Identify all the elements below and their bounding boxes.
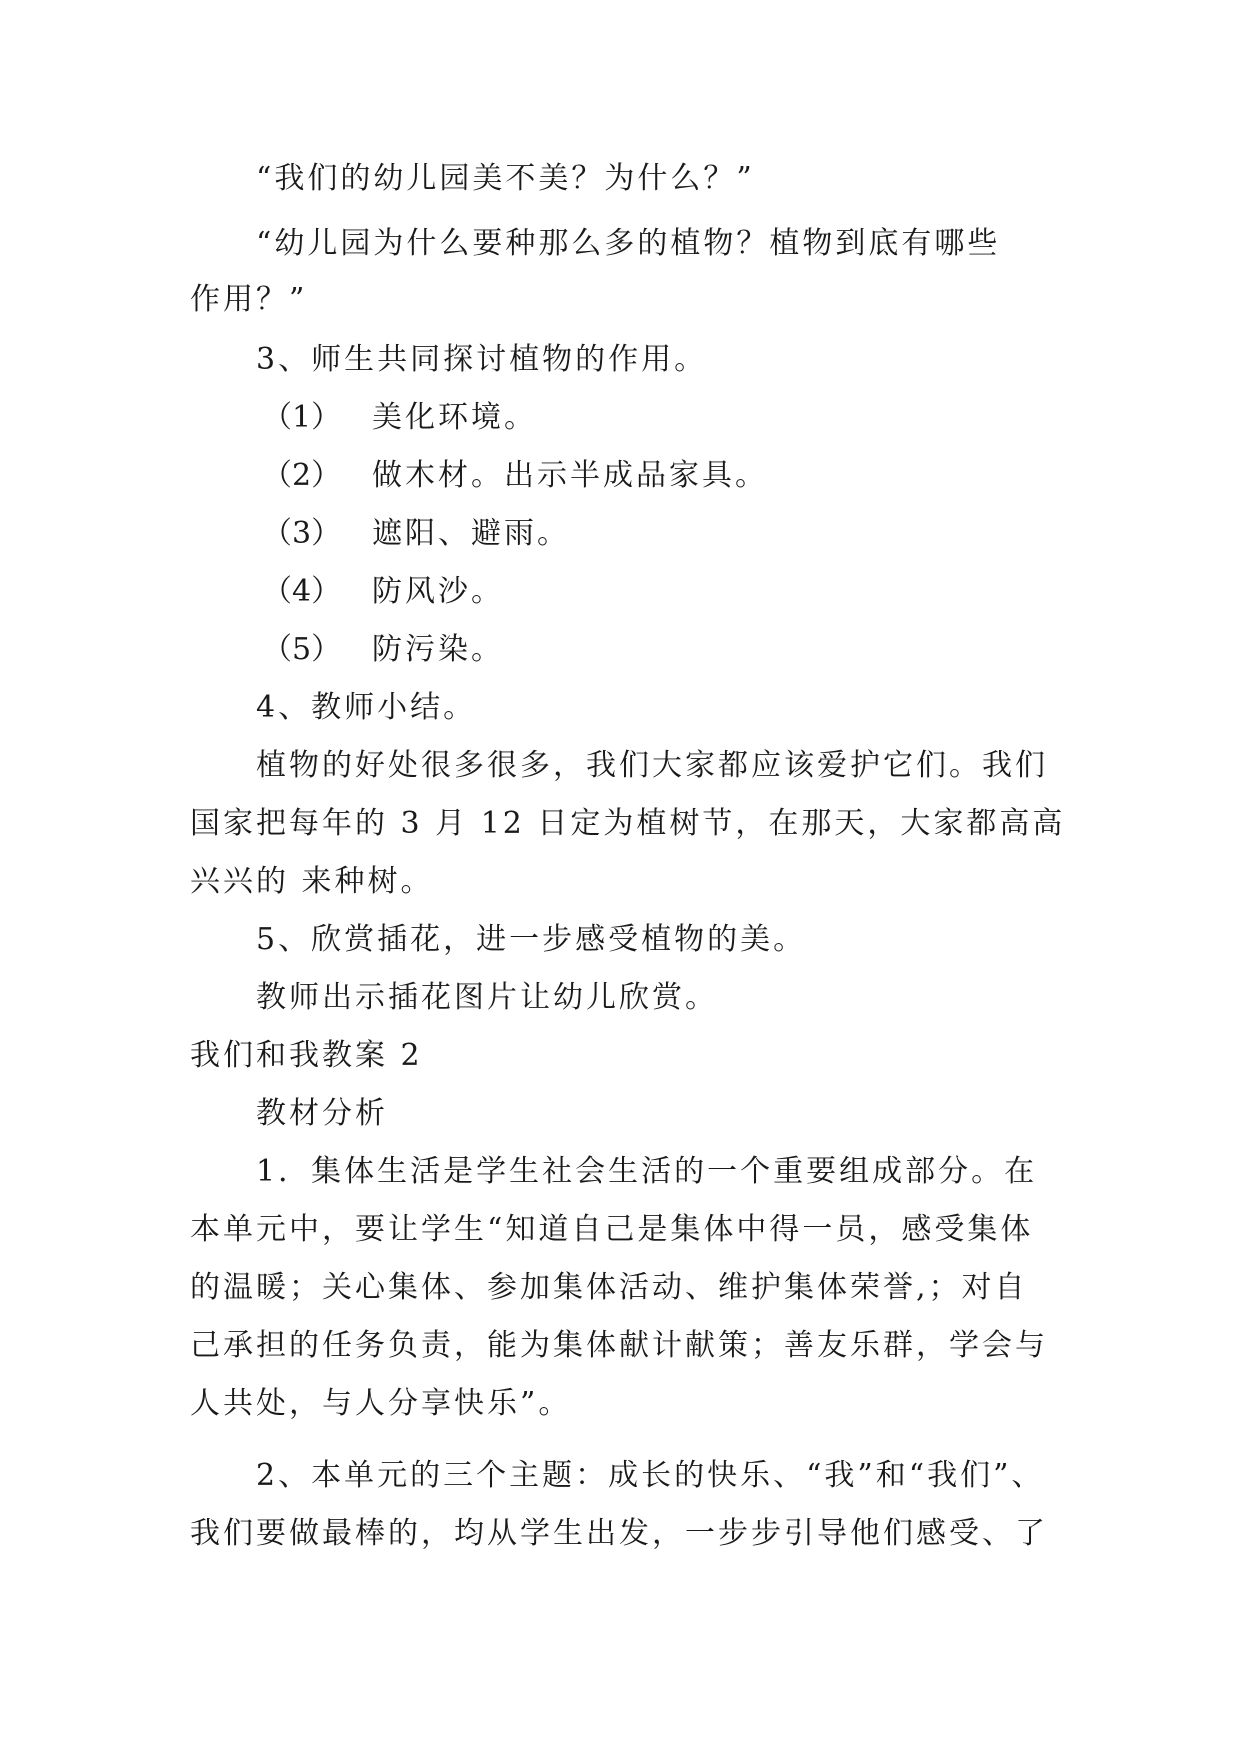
analysis-paragraph-line: 本单元中，要让学生“知道自己是集体中得一员，感受集体 <box>190 1212 1034 1247</box>
list-item-label: （5） <box>262 632 342 667</box>
analysis-paragraph-line: 己承担的任务负责，能为集体献计献策；善友乐群，学会与 <box>190 1328 1048 1363</box>
step-3-heading: 3、师生共同探讨植物的作用。 <box>256 342 708 377</box>
analysis-paragraph-line: 人共处，与人分享快乐”。 <box>190 1386 572 1421</box>
analysis-paragraph-line: 我们要做最棒的，均从学生出发，一步步引导他们感受、了 <box>190 1516 1048 1551</box>
analysis-paragraph-line: 2、本单元的三个主题：成长的快乐、“我”和“我们”、 <box>256 1458 1045 1493</box>
question-line-1: “我们的幼儿园美不美？为什么？” <box>256 161 755 196</box>
list-item-label: （3） <box>262 516 342 551</box>
summary-paragraph-line: 国家把每年的 3 月 12 日定为植树节，在那天，大家都高高 <box>190 806 1066 841</box>
list-item-text: 防污染。 <box>372 632 504 667</box>
list-item-text: 防风沙。 <box>372 574 504 609</box>
step-4-heading: 4、教师小结。 <box>256 690 477 725</box>
step-5-heading: 5、欣赏插花，进一步感受植物的美。 <box>256 922 807 957</box>
analysis-paragraph-line: 1．集体生活是学生社会生活的一个重要组成部分。在 <box>256 1154 1038 1189</box>
list-item-label: （2） <box>262 458 342 493</box>
question-line-2-cont: 作用？” <box>190 282 308 317</box>
question-line-2: “幼儿园为什么要种那么多的植物？植物到底有哪些 <box>256 226 1001 261</box>
list-item-text: 美化环境。 <box>372 400 537 435</box>
section-title: 我们和我教案 2 <box>190 1038 423 1073</box>
step-5-text: 教师出示插花图片让幼儿欣赏。 <box>256 980 718 1015</box>
list-item-text: 做木材。出示半成品家具。 <box>372 458 768 493</box>
analysis-paragraph-line: 的温暖；关心集体、参加集体活动、维护集体荣誉,；对自 <box>190 1270 1028 1305</box>
subsection-title: 教材分析 <box>256 1096 388 1131</box>
list-item-label: （1） <box>262 400 342 435</box>
list-item-text: 遮阳、避雨。 <box>372 516 570 551</box>
summary-paragraph-line: 植物的好处很多很多，我们大家都应该爱护它们。我们 <box>256 748 1048 783</box>
list-item-label: （4） <box>262 574 342 609</box>
summary-paragraph-line: 兴兴的 来种树。 <box>190 864 434 899</box>
